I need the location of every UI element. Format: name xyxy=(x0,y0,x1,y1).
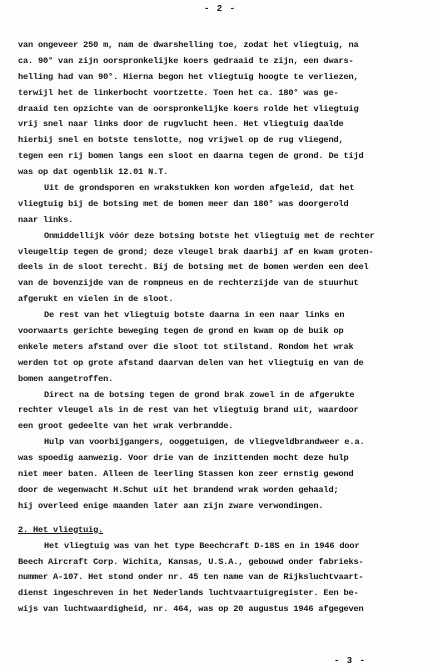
text-line: Hulp van voorbijgangers, ooggetuigen, de vliegveldbrandweer e.a. xyxy=(44,437,365,448)
text-line: rechter vleugel als in de rest van het vliegtuig brand uit, waardoor xyxy=(18,405,359,416)
text-line: De rest van het vliegtuig botste daarna in een naar links en xyxy=(44,310,345,321)
text-line: ca. 90° van zijn oorspronkelijke koers gedraaid te zijn, een dwars- xyxy=(18,55,354,66)
text-line: een groot gedeelte van het wrak verbrandde. xyxy=(18,421,234,432)
text-line: was spoedig aanwezig. Voor drie van de inzittenden mocht deze hulp xyxy=(18,453,349,464)
text-line: hierbij snel en botste tenslotte, nog vrijwel op de rug vliegend, xyxy=(18,135,344,146)
section-heading: 2. Het vliegtuig. xyxy=(18,524,104,535)
text-line: draaid ten opzichte van de oorspronkelijke koers rolde het vliegtuig xyxy=(18,103,359,114)
text-line: wijs van luchtwaardigheid, nr. 464, was op 20 augustus 1946 afgegeven xyxy=(18,604,364,615)
body-text xyxy=(18,38,433,618)
text-line: hij overleed enige maanden later aan zijn zware verwondingen. xyxy=(18,500,324,511)
page-number-bottom: - 3 - xyxy=(334,656,367,666)
page-number-top: - 2 - xyxy=(203,4,236,14)
text-line: werden tot op grote afstand daarvan delen van het vliegtuig en van de xyxy=(18,357,364,368)
text-line: deels in de sloot terecht. Bij de botsing met de bomen werden een deel xyxy=(18,262,369,273)
text-line: tegen een rij bomen langs een sloot en daarna tegen de grond. De tijd xyxy=(18,151,364,162)
text-line: Direct na de botsing tegen de grond brak zowel in de afgerukte xyxy=(44,389,355,400)
text-line: terwijl het de linkerbocht voortzette. Toen het ca. 180° was ge- xyxy=(18,87,339,98)
text-line: vliegtuig bij de botsing met de bomen meer dan 180° was doorgerold xyxy=(18,198,349,209)
text-line: Het vliegtuig was van het type Beechcraft D-18S en in 1946 door xyxy=(44,540,360,551)
text-line: dienst ingeschreven in het Nederlands luchtvaartuigregister. Een be- xyxy=(18,588,359,599)
text-line: naar links. xyxy=(18,214,74,225)
text-line: vrij snel naar links door de rugvlucht heen. Het vliegtuig daalde xyxy=(18,119,344,130)
text-line: afgerukt en vielen in de sloot. xyxy=(18,294,174,305)
text-line: van de bovenzijde van de rompneus en de rechterzijde van de stuurhut xyxy=(18,278,359,289)
text-line: bomen aangetroffen. xyxy=(18,373,114,384)
text-line: nummer A-107. Het stond onder nr. 45 ten name van de Rijksluchtvaart- xyxy=(18,572,364,583)
text-line: door de wegenwacht H.Schut uit het brandend wrak worden gehaald; xyxy=(18,484,339,495)
text-line: helling had van 90°. Hierna begon het vliegtuig hoogte te verliezen, xyxy=(18,71,359,82)
text-line: van ongeveer 250 m, nam de dwarshelling toe, zodat het vliegtuig, na xyxy=(18,40,359,50)
text-line: voorwaarts gerichte beweging tegen de grond en kwam op de buik op xyxy=(18,326,344,337)
text-line: Uit de grondsporen en wrakstukken kon worden afgeleid, dat het xyxy=(44,183,355,194)
text-line: vleugeltip tegen de grond; deze vleugel brak daarbij af en kwam groten- xyxy=(18,246,374,257)
text-line: was op dat ogenblik 12.01 N.T. xyxy=(18,167,169,178)
text-line: enkele meters afstand over die sloot tot stilstand. Rondom het wrak xyxy=(18,341,354,352)
text-line: Onmiddellijk vóór deze botsing botste het vliegtuig met de rechter xyxy=(44,230,375,241)
section-gap xyxy=(18,515,433,523)
text-line: Beech Aircraft Corp. Wichita, Kansas, U.S.A., gebouwd onder fabrieks- xyxy=(18,556,364,567)
text-line: niet meer baten. Alleen de leerling Stassen kon zeer ernstig gewond xyxy=(18,469,354,480)
